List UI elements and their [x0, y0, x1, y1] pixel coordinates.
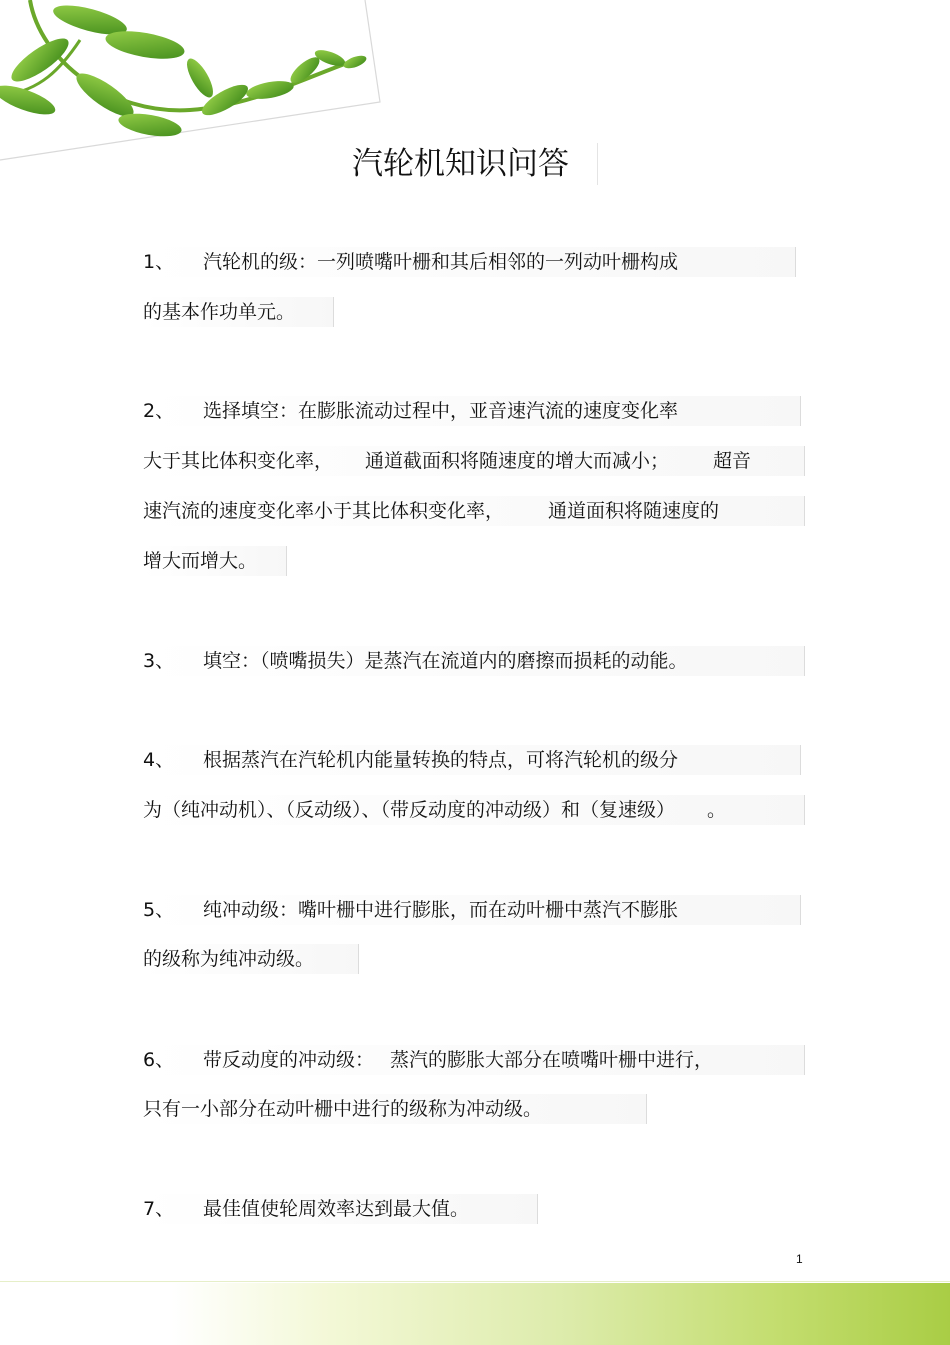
- footer-rule: [0, 1281, 950, 1282]
- leaf-vine-icon: [0, 0, 390, 170]
- item-number: 2、: [143, 400, 175, 422]
- item-6-line-1: [143, 1045, 805, 1075]
- item-number: 6、: [143, 1049, 175, 1071]
- item-number: 3、: [143, 650, 175, 672]
- item-text: 蒸汽的膨胀大部分在喷嘴叶栅中进行，: [390, 1049, 714, 1071]
- item-text: 只有一小部分在动叶栅中进行的级称为冲动级。: [143, 1098, 543, 1120]
- item-2-line-4: [143, 546, 287, 576]
- item-1-line-1: [143, 247, 796, 277]
- item-6-line-2: [143, 1094, 647, 1124]
- footer-band: [0, 1283, 950, 1345]
- item-text: 填空：（喷嘴损失）是蒸汽在流道内的磨擦而损耗的动能。: [203, 650, 688, 672]
- item-text: 通道截面积将随速度的增大而减小；: [365, 450, 670, 472]
- item-text: 超音: [713, 450, 752, 472]
- item-text: 速汽流的速度变化率小于其比体积变化率，: [143, 500, 505, 522]
- item-text: 最佳值使轮周效率达到最大值。: [203, 1198, 470, 1220]
- item-text: 。: [707, 799, 727, 821]
- item-text: 增大而增大。: [143, 550, 258, 572]
- item-number: 4、: [143, 749, 175, 771]
- item-number: 1、: [143, 251, 175, 273]
- item-text: 的基本作功单元。: [143, 301, 296, 323]
- item-text: 为（纯冲动机）、（反动级）、（带反动度的冲动级）和（复速级）: [143, 799, 676, 821]
- item-number: 5、: [143, 899, 175, 921]
- item-text: 大于其比体积变化率，: [143, 450, 334, 472]
- item-text: 根据蒸汽在汽轮机内能量转换的特点，可将汽轮机的级分: [203, 749, 679, 771]
- item-5-line-1: [143, 895, 801, 925]
- item-text: 纯冲动级：嘴叶栅中进行膨胀，而在动叶栅中蒸汽不膨胀: [203, 899, 679, 921]
- item-2-line-2: [143, 446, 805, 476]
- item-5-line-2: [143, 944, 359, 974]
- item-7-line-1: [143, 1194, 538, 1224]
- item-2-line-1: [143, 396, 801, 426]
- item-text: 带反动度的冲动级：: [203, 1049, 375, 1071]
- item-text: 汽轮机的级：一列喷嘴叶栅和其后相邻的一列动叶栅构成: [203, 251, 679, 273]
- item-1-line-2: [143, 297, 334, 327]
- item-4-line-2: [143, 795, 805, 825]
- page-title: 汽轮机知识问答: [352, 143, 598, 185]
- page-number: 1: [796, 1252, 803, 1266]
- item-2-line-3: [143, 496, 805, 526]
- item-4-line-1: [143, 745, 801, 775]
- item-text: 的级称为纯冲动级。: [143, 948, 315, 970]
- item-text: 通道面积将随速度的: [548, 500, 720, 522]
- item-3-line-1: [143, 646, 805, 676]
- item-text: 选择填空：在膨胀流动过程中，亚音速汽流的速度变化率: [203, 400, 679, 422]
- item-number: 7、: [143, 1198, 175, 1220]
